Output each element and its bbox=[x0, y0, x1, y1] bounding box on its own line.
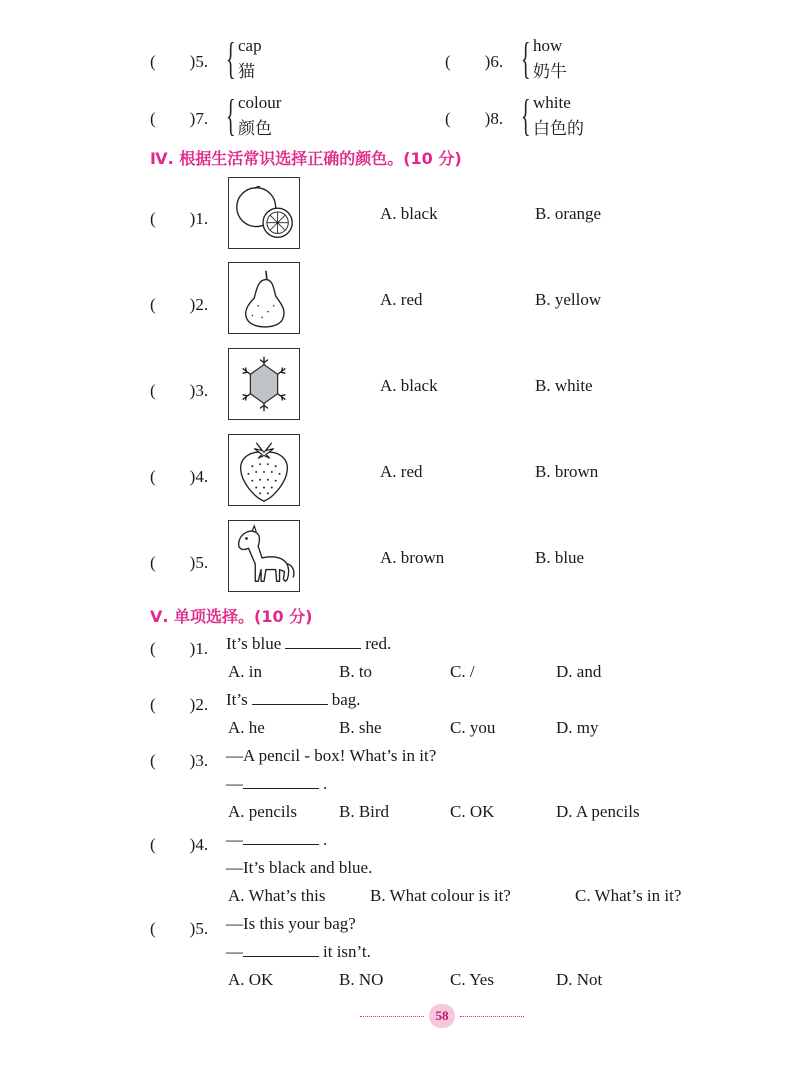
horse-icon bbox=[228, 520, 300, 592]
dash: — bbox=[226, 942, 243, 961]
choice-question-5-after-blank: it isn’t. bbox=[323, 942, 371, 961]
match-5-number: ( )5. bbox=[150, 52, 209, 71]
period: . bbox=[323, 774, 328, 793]
color-question-5-option-b: B. blue bbox=[535, 548, 585, 567]
choice-question-1-number: ( )1. bbox=[150, 639, 209, 658]
choice-question-2-option-a: A. he bbox=[228, 718, 265, 737]
brace-icon: { bbox=[226, 34, 236, 83]
color-question-2-number: ( )2. bbox=[150, 295, 209, 314]
color-question-1-number: ( )1. bbox=[150, 209, 209, 228]
section-4-title: Ⅳ. 根据生活常识选择正确的颜色。(10 分) bbox=[150, 149, 462, 168]
choice-question-4-line-1 bbox=[226, 830, 327, 850]
choice-question-5-option-a: A. OK bbox=[228, 970, 274, 989]
color-question-2-option-b: B. yellow bbox=[535, 290, 602, 309]
color-question-5-number: ( )5. bbox=[150, 553, 209, 572]
choice-question-4-option-c: C. What’s in it? bbox=[575, 886, 682, 905]
match-6-english: how bbox=[533, 36, 563, 55]
choice-question-5-number: ( )5. bbox=[150, 919, 209, 938]
match-5-english: cap bbox=[238, 36, 262, 55]
choice-question-1-before-blank: It’s blue bbox=[226, 634, 282, 653]
dash: — bbox=[226, 774, 243, 793]
orange-fruit-icon bbox=[228, 177, 300, 249]
choice-question-1-after-blank: red. bbox=[365, 634, 392, 653]
match-7-pair bbox=[226, 90, 281, 142]
choice-question-2-number: ( )2. bbox=[150, 695, 209, 714]
pear-fruit-icon bbox=[228, 262, 300, 334]
choice-question-2-after-blank: bag. bbox=[331, 690, 361, 709]
color-question-4-option-b: B. brown bbox=[535, 462, 599, 481]
choice-question-1-option-c: C. / bbox=[450, 662, 475, 681]
choice-question-3-option-d: D. A pencils bbox=[556, 802, 640, 821]
choice-question-4-option-b: B. What colour is it? bbox=[370, 886, 511, 905]
choice-question-3-number: ( )3. bbox=[150, 751, 209, 770]
color-question-3-number: ( )3. bbox=[150, 381, 209, 400]
choice-question-2-option-d: D. my bbox=[556, 718, 599, 737]
choice-question-1-option-a: A. in bbox=[228, 662, 262, 681]
match-8-chinese: 白色的 bbox=[533, 119, 584, 139]
match-7-english: colour bbox=[238, 93, 282, 112]
match-8-pair bbox=[521, 90, 584, 142]
choice-question-3-line-2 bbox=[226, 774, 327, 794]
brace-icon: { bbox=[226, 91, 236, 140]
choice-question-1-option-d: D. and bbox=[556, 662, 602, 681]
answer-blank[interactable] bbox=[243, 942, 319, 957]
choice-question-2-before-blank: It’s bbox=[226, 690, 248, 709]
choice-question-1-stem bbox=[226, 634, 391, 654]
footer-divider-left bbox=[360, 1016, 424, 1017]
answer-blank[interactable] bbox=[243, 830, 319, 845]
choice-question-4-number: ( )4. bbox=[150, 835, 209, 854]
answer-blank[interactable] bbox=[243, 774, 319, 789]
choice-question-4-option-a: A. What’s this bbox=[228, 886, 326, 905]
choice-question-3-option-a: A. pencils bbox=[228, 802, 297, 821]
match-5-chinese: 猫 bbox=[238, 62, 255, 82]
color-question-1-option-a: A. black bbox=[380, 204, 438, 223]
brace-icon: { bbox=[521, 34, 531, 83]
color-question-5-option-a: A. brown bbox=[380, 548, 445, 567]
choice-question-3-option-c: C. OK bbox=[450, 802, 495, 821]
snowflake-icon bbox=[228, 348, 300, 420]
match-5-pair bbox=[226, 33, 262, 85]
match-8-english: white bbox=[533, 93, 571, 112]
color-question-4-number: ( )4. bbox=[150, 467, 209, 486]
answer-blank[interactable] bbox=[285, 634, 361, 649]
match-6-number: ( )6. bbox=[445, 52, 504, 71]
color-question-2-option-a: A. red bbox=[380, 290, 423, 309]
color-question-4-option-a: A. red bbox=[380, 462, 423, 481]
color-question-3-option-b: B. white bbox=[535, 376, 593, 395]
match-7-number: ( )7. bbox=[150, 109, 209, 128]
color-question-3-option-a: A. black bbox=[380, 376, 438, 395]
match-8-number: ( )8. bbox=[445, 109, 504, 128]
period: . bbox=[323, 830, 328, 849]
choice-question-5-line-1: —Is this your bag? bbox=[226, 914, 356, 933]
choice-question-2-option-c: C. you bbox=[450, 718, 496, 737]
choice-question-2-stem bbox=[226, 690, 361, 710]
choice-question-5-option-d: D. Not bbox=[556, 970, 603, 989]
section-5-title: Ⅴ. 单项选择。(10 分) bbox=[150, 607, 313, 626]
match-6-pair bbox=[521, 33, 567, 85]
choice-question-5-option-c: C. Yes bbox=[450, 970, 494, 989]
choice-question-5-line-2 bbox=[226, 942, 371, 962]
footer-divider-right bbox=[460, 1016, 524, 1017]
choice-question-1-option-b: B. to bbox=[339, 662, 373, 681]
color-question-1-option-b: B. orange bbox=[535, 204, 602, 223]
match-7-chinese: 颜色 bbox=[238, 119, 272, 139]
choice-question-3-option-b: B. Bird bbox=[339, 802, 390, 821]
choice-question-3-line-1: —A pencil - box! What’s in it? bbox=[226, 746, 437, 765]
choice-question-5-option-b: B. NO bbox=[339, 970, 384, 989]
page-number: 58 bbox=[429, 1004, 455, 1028]
brace-icon: { bbox=[521, 91, 531, 140]
choice-question-2-option-b: B. she bbox=[339, 718, 382, 737]
answer-blank[interactable] bbox=[252, 690, 328, 705]
choice-question-4-line-2: —It’s black and blue. bbox=[226, 858, 373, 877]
dash: — bbox=[226, 830, 243, 849]
match-6-chinese: 奶牛 bbox=[533, 62, 567, 82]
strawberry-icon bbox=[228, 434, 300, 506]
